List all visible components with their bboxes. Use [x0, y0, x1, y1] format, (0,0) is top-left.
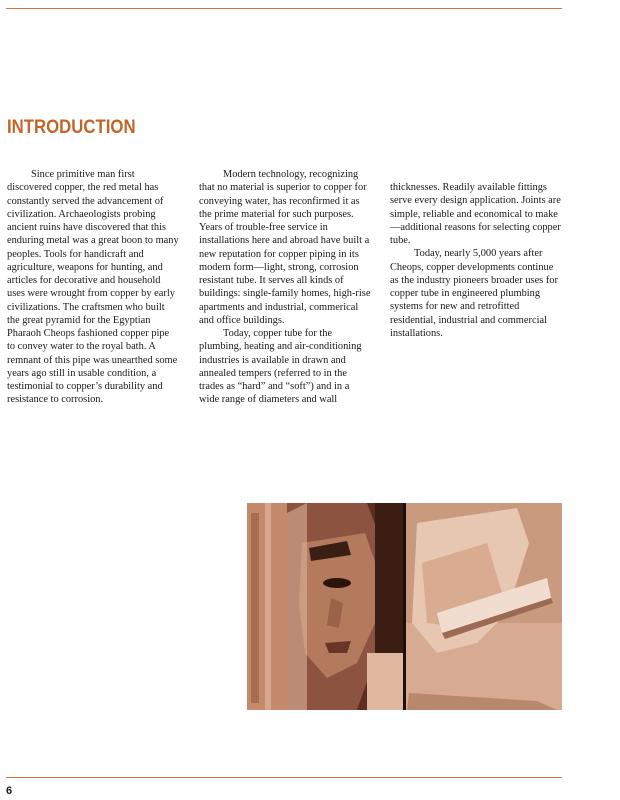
text-column-1: [7, 168, 179, 407]
paragraph: Modern technology, recognizing that no material is superior to copper for conveying water, has reconfirmed it as the prime material for such purposes. Years of trouble-free service in installations here and abroad have built a new reputation for copper piping in its modern form—light, strong, corrosion resistant tube. It serves all kinds of buildings: single-family homes, high-rise apartments and industrial, commerical and office buildings.: [199, 169, 371, 326]
page-number: 6: [6, 785, 13, 797]
text-column-3: [390, 181, 562, 340]
pharaoh-and-copper-pipe-photo: [247, 503, 562, 710]
text-column-2: [199, 168, 371, 407]
paragraph: thicknesses. Readily available fittings serve every design application. Joints are simple, reliable and economical to make—additional reasons for selecting copper tube.: [390, 182, 561, 246]
paragraph: Since primitive man first discovered copper, the red metal has constantly served the advancement of civilization. Archaeologists probing ancient ruins have discovered that this enduring metal was a great boon to many peoples. Tools for handicraft and agriculture, weapons for hunting, and articles for decorative and household uses were wrought from copper by early civilizations. The craftsmen who built the great pyramid for the Egyptian Pharaoh Cheops fashioned copper pipe to convey water to the royal bath. A remnant of this pipe was unearthed some years ago still in usable condition, a testimonial to copper’s durability and resistance to corrosion.: [7, 169, 179, 406]
paragraph: Today, nearly 5,000 years after Cheops, copper developments continue as the industry pioneers broader uses for copper tube in engineered plumbing systems for new and retrofitted residential, industrial and commercial installations.: [390, 248, 558, 339]
paragraph: Today, copper tube for the plumbing, heating and air-conditioning industries is available in drawn and annealed tempers (referred to in the trades as “hard” and “soft”) and in a wide range of diameters and wall: [199, 328, 362, 406]
top-rule: [6, 8, 562, 9]
page-title: INTRODUCTION: [7, 116, 136, 138]
bottom-rule: [6, 777, 562, 778]
